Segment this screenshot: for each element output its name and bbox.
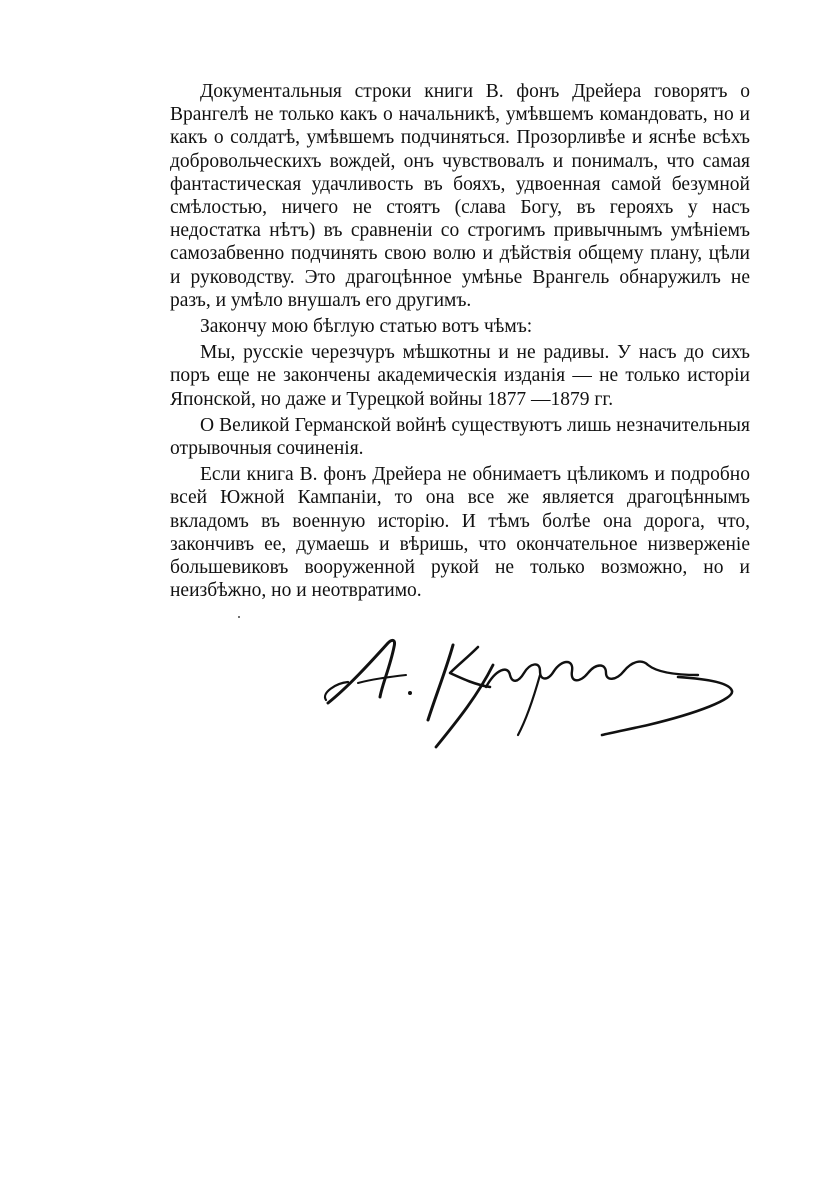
- paragraph: Если книга В. фонъ Дрейера не обнимаетъ цѣликомъ и подробно всей Южной Кампаніи, то она все же является драгоцѣннымъ вкладомъ въ военную исторію. И тѣмъ болѣе она дорога, что, закончивъ ее, думаешь и вѣришь, что окончательное низверженіе большевиковъ вооруженной рукой не только возможно, но и неизбѣжно, но и неотвратимо.: [170, 464, 750, 602]
- body-text: [170, 80, 750, 605]
- paragraph: О Великой Германской войнѣ существуютъ лишь незначительныя отрывочныя сочиненія.: [170, 414, 750, 460]
- paragraph: Закончу мою бѣглую статью вотъ чѣмъ:: [200, 316, 533, 338]
- handwritten-signature: [318, 625, 738, 755]
- paragraph: Мы, русскіе черезчуръ мѣшкотны и не радивы. У насъ до сихъ поръ еще не закончены академическія изданія — не только исторіи Японской, но даже и Турецкой войны 1877 —1879 гг.: [170, 342, 750, 410]
- paragraph: Документальныя строки книги В. фонъ Дрейера говорятъ о Врангелѣ не только какъ о начальникѣ, умѣвшемъ командовать, но и какъ о солдатѣ, умѣвшемъ подчиняться. Прозорливѣе и яснѣе всѣхъ добровольческихъ вождей, онъ чувствовалъ и понималъ, что самая фантастическая удачливость въ бояхъ, удвоенная самой безумной смѣлостью, ничего не стоятъ (слава Богу, въ герояхъ у насъ недостатка нѣтъ) въ сравненіи со строгимъ привычнымъ умѣніемъ самозабвенно подчинять свою волю и дѣйствія общему плану, цѣли и руководству. Это драгоцѣнное умѣнье Врангель обнаружилъ не разъ, и умѣло внушалъ его другимъ.: [170, 81, 750, 311]
- ink-dot: [238, 616, 240, 618]
